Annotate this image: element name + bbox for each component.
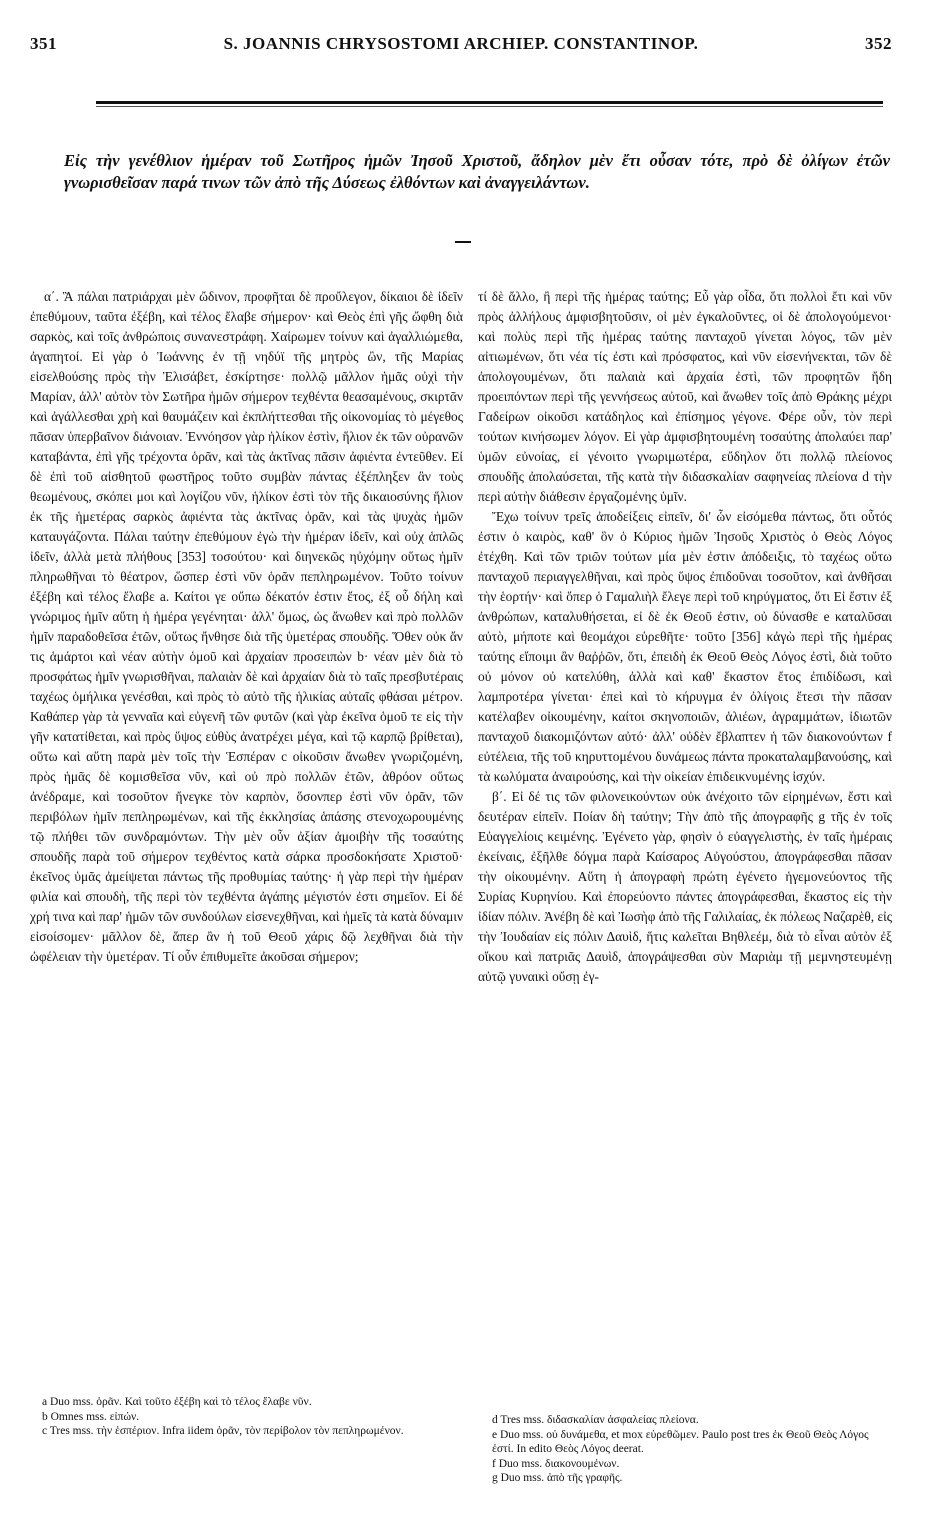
running-title: S. JOANNIS CHRYSOSTOMI ARCHIEP. CONSTANTINOP.	[223, 34, 699, 53]
running-head	[30, 34, 892, 58]
right-paragraph-2: Ἔχω τοίνυν τρεῖς ἀποδείξεις εἰπεῖν, δι' ὧν εἰσόμεθα πάντως, ὅτι οὗτός ἐστιν ὁ καιρὸς, καθ' ὃν ὁ Κύριος ἡμῶν Ἰησοῦς Χριστὸς ὁ Θεὸς Λόγος ἐτέχθη. Καὶ τῶν τριῶν τούτων μία μὲν ἐστιν ἀπόδειξις, τὸ ταχέως οὕτω πανταχοῦ περιαγγελθῆναι, καὶ πρὸς ὕψος ἐπιδοῦναι τοσοῦτον, καὶ ἀνθῆσαι τὴν ἑορτήν· καὶ ὅπερ ὁ Γαμαλιὴλ ἔλεγε περὶ τοῦ κηρύγματος, ὅτι Εἰ ἔστιν ἐξ ἀνθρώπων, καταλυθήσεται, εἰ δὲ ἐκ Θεοῦ ἐστιν, οὐ δύνασθε e καταλῦσαι αὐτὸ, μήποτε καὶ θεομάχοι εὑρεθῆτε· τοῦτο [356] κἀγὼ περὶ τῆς ἡμέρας ταύτης εἴποιμι ἂν θαῤῥῶν, ὅτι, ἐπειδὴ ἐκ Θεοῦ Θεὸς Λόγος ἐστὶ, διὰ τοῦτο οὐ μόνον οὐ κατελύθη, ἀλλὰ καὶ καθ' ἕκαστον ἔτος ἐπιδίδωσι, καὶ λαμπροτέρα γίνεται· ἐπεὶ καὶ τὸ κήρυγμα ἐν ὀλίγοις ἔτεσι τὴν πᾶσαν κατέλαβεν οἰκουμένην, καίτοι σκηνοποιῶν, ἁλιέων, ἀγραμμάτων, ἰδιωτῶν πανταχοῦ διακομιζόντων αὐτό· ἀλλ' οὐδὲν ἔβλαπτεν ἡ τῶν διακονούντων f εὐτέλεια, τῆς τοῦ κηρυττομένου δυνάμεως πάντα προκαταλαμβανούσης, καὶ τὰ κωλύματα ἀναιρούσης, καὶ τὴν οἰκείαν ἐπιδεικνυμένης ἰσχύν.	[478, 509, 892, 784]
footnote-b: b Omnes mss. εἰπών.	[42, 1410, 140, 1423]
left-paragraph: α΄. Ἃ πάλαι πατριάρχαι μὲν ὤδινον, προφῆται δὲ προὔλεγον, δίκαιοι δὲ ἰδεῖν ἐπεθύμουν, ταῦτα ἐξέβη, καὶ τέλος ἔλαβε σήμερον· καὶ Θεὸς ἐπὶ γῆς ὤφθη διὰ σαρκὸς, καὶ τοῖς ἀνθρώποις συνανεστράφη. Χαίρωμεν τοίνυν καὶ ἀγαλλιώμεθα, ἀγαπητοί. Εἰ γὰρ ὁ Ἰωάννης ἐν τῇ νηδύϊ τῆς μητρὸς ὢν, τῆς Μαρίας εἰσελθούσης πρὸς τὴν Ἐλισάβετ, ἐσκίρτησε· πολλῷ μᾶλλον ἡμᾶς οὐχὶ τὴν Μαρίαν, ἀλλ' αὐτὸν τὸν Σωτῆρα ἡμῶν σήμερον τεχθέντα θεασαμένους, σκιρτᾶν καὶ ἀγάλλεσθαι χρὴ καὶ θαυμάζειν καὶ ἐκπλήττεσθαι τῆς οἰκονομίας τὸ μέγεθος πᾶσαν ὑπερβαῖνον διάνοιαν. Ἐννόησον γὰρ ἡλίκον ἐστὶν, ἥλιον ἐκ τῶν οὐρανῶν καταβάντα, ἐπὶ γῆς τρέχοντα ὁρᾶν, καὶ τὰς ἀκτῖνας πᾶσιν ἀφιέντα ἐντεῦθεν. Εἰ δὲ ἐπὶ τοῦ αἰσθητοῦ φωστῆρος τοῦτο συμβὰν πάντας ἐξέπληξεν ἂν τοὺς θεωμένους, σκόπει μοι καὶ λογίζου νῦν, ἡλίκον ἐστὶ τὸν τῆς δικαιοσύνης ἥλιον ἐκ τῆς ἡμετέρας σαρκὸς ἀφιέντα τὰς ἀκτῖνας ὁρᾶν, καὶ τὰς ψυχὰς ἡμῶν καταυγάζοντα. Πάλαι ταύτην ἐπεθύμουν ἐγὼ τὴν ἡμέραν ἰδεῖν, καὶ οὐχ ἁπλῶς ἰδεῖν, ἀλλὰ μετὰ πλήθους [353] τοσούτου· καὶ διηνεκῶς ηὐχόμην οὕτως ἡμῖν πληρωθῆναι τὸ θέατρον, ὥσπερ ἐστὶ νῦν ὁρᾶν πεπληρωμένον. Τοῦτο τοίνυν ἐξέβη καὶ τέλος ἔλαβε a. Καίτοι γε οὔπω δέκατόν ἐστιν ἔτος, ἐξ οὗ δήλη καὶ γνώριμος ἡμῖν αὕτη ἡ ἡμέρα γεγένηται· ἀλλ' ὅμως, ὡς ἄνωθεν καὶ πρὸ πολλῶν ἡμῖν παραδοθεῖσα ἐτῶν, οὕτως ἤνθησε διὰ τῆς ὑμετέρας σπουδῆς. Ὅθεν οὐκ ἄν τις ἁμάρτοι καὶ νέαν αὐτὴν ὁμοῦ καὶ ἀρχαίαν προσειπὼν b· νέαν μὲν διὰ τὸ προσφάτως ἡμῖν γνωρισθῆναι, παλαιὰν δὲ καὶ ἀρχαίαν διὰ τὸ ταῖς πρεσβυτέραις ταχέως ὁμήλικα γενέσθαι, καὶ πρὸς τὸ αὐτὸ τῆς ἡλικίας αὐταῖς φθάσαι μέτρον. Καθάπερ γὰρ τὰ γενναῖα καὶ εὐγενῆ τῶν φυτῶν (καὶ γὰρ ἐκεῖνα ὁμοῦ τε εἰς τὴν γῆν κατατίθεται, καὶ πρὸς ὕψος εὐθὺς ἀνατρέχει μέγα, καὶ τῷ καρπῷ βρίθεται), οὕτω καὶ αὕτη παρὰ μὲν τοῖς τὴν Ἑσπέραν c οἰκοῦσιν ἄνωθεν γνωριζομένη, πρὸς ἡμᾶς δὲ κομισθεῖσα νῦν, καὶ οὐ πρὸ πολλῶν ἐτῶν, ἀθρόον οὕτως ἀνέδραμε, καὶ τοσοῦτον ἤνεγκε τὸν καρπὸν, ὅσονπερ ἐστὶ νῦν ὁρᾶν, τῶν περιβόλων ἡμῖν πεπληρωμένων, καὶ τῆς ἐκκλησίας ἁπάσης στενοχωρουμένης τῷ πλήθει τῶν συνδραμόντων. Τὴν μὲν οὖν ἀξίαν ἀμοιβὴν τῆς τοσαύτης σπουδῆς παρὰ τοῦ σήμερον τεχθέντος κατὰ σάρκα προσδοκήσατε Χριστοῦ· ἐκεῖνος ὑμᾶς ἀμείψεται πάντως τῆς προθυμίας ταύτης· ἡ γὰρ περὶ τὴν ἡμέραν φιλία καὶ σπουδὴ, τῆς περὶ τὸν τεχθέντα ἀγάπης μέγιστόν ἐστι σημεῖον. Εἰ δέ χρή τινα καὶ παρ' ἡμῶν τῶν συνδούλων εἰσενεχθῆναι, καὶ ἡμεῖς τὰ κατὰ δύναμιν εἰσοίσομεν· μᾶλλον δὲ, ἅπερ ἂν ἡ τοῦ Θεοῦ χάρις δῷ λεχθῆναι διὰ τὴν ὠφέλειαν τὴν ὑμετέραν. Τί οὖν ἐπιθυμεῖτε ἀκοῦσαι σήμερον;	[30, 289, 463, 964]
homily-title	[64, 150, 890, 194]
header-rule	[96, 101, 883, 104]
right-paragraph-1: τί δὲ ἄλλο, ἢ περὶ τῆς ἡμέρας ταύτης; Εὖ γὰρ οἶδα, ὅτι πολλοὶ ἔτι καὶ νῦν πρὸς ἀλλήλους ἀμφισβητοῦσιν, οἱ μὲν ἐγκαλοῦντες, οἱ δὲ ἀπολογούμενοι· καὶ πολὺς περὶ τῆς ἡμέρας ταύτης πανταχοῦ γίνεται λόγος, τῶν μὲν αἰτιωμένων, ὅτι νέα τίς ἐστι καὶ πρόσφατος, καὶ νῦν εἰσενήνεκται, τῶν δὲ ἀπολογουμένων, ὅτι παλαιὰ καὶ ἀρχαία ἐστὶ, τῶν προφητῶν ἤδη προειπόντων περὶ τῆς γεννήσεως αὐτοῦ, καὶ ἄνωθεν τοῖς ἀπὸ Θράκης μέχρι Γαδείρων οἰκοῦσι κατάδηλος καὶ ἐπίσημος γέγονε. Φέρε οὖν, τὸν περὶ τούτων κινήσωμεν λόγον. Εἰ γὰρ ἀμφισβητουμένη τοσαύτης ἀπολαύει παρ' ὑμῶν εὐνοίας, εἰ γένοιτο γνωριμωτέρα, εὔδηλον ὅτι πολλῷ πλείονος σπουδῆς ἀπολαύσεται, τῆς κατὰ τὴν διδασκαλίαν σαφηνείας πλείονα d τὴν περὶ αὐτὴν διάθεσιν ἐργαζομένης ὑμῖν.	[478, 289, 892, 504]
homily-title-text: Εἰς τὴν γενέθλιον ἡμέραν τοῦ Σωτῆρος ἡμῶν Ἰησοῦ Χριστοῦ, ἄδηλον μὲν ἔτι οὖσαν τότε, πρὸ δὲ ὀλίγων ἐτῶν γνωρισθεῖσαν παρά τινων τῶν ἀπὸ τῆς Δύσεως ἐλθόντων καὶ ἀναγγειλάντων.	[64, 151, 890, 192]
page-number-left: 351	[30, 34, 57, 53]
footnote-a: a Duo mss. ὁρᾶν. Καὶ τοῦτο ἐξέβη καὶ τὸ τέλος ἔλαβε νῦν.	[42, 1396, 312, 1408]
page-number-right: 352	[865, 34, 892, 53]
footnotes-right	[492, 1413, 892, 1486]
right-paragraph-3: β΄. Εἰ δέ τις τῶν φιλονεικούντων οὐκ ἀνέχοιτο τῶν εἰρημένων, ἔστι καὶ δευτέραν εἰπεῖν. Ποίαν δὴ ταύτην; Τὴν ἀπὸ τῆς ἀπογραφῆς g τῆς ἐν τοῖς Εὐαγγελίοις κειμένης. Ἐγένετο γὰρ, φησὶν ὁ εὐαγγελιστὴς, ἐν ταῖς ἡμέραις ἐκείναις, ἐξῆλθε δόγμα παρὰ Καίσαρος Αὐγούστου, ἀπογράφεσθαι πᾶσαν τὴν οἰκουμένην. Αὕτη ἡ ἀπογραφὴ πρώτη ἐγένετο ἡγεμονεύοντος τῆς Συρίας Κυρηνίου. Καὶ ἐπορεύοντο πάντες ἀπογράφεσθαι, ἕκαστος εἰς τὴν ἰδίαν πόλιν. Ἀνέβη δὲ καὶ Ἰωσὴφ ἀπὸ τῆς Γαλιλαίας, ἐκ πόλεως Ναζαρὲθ, εἰς τὴν Ἰουδαίαν εἰς πόλιν Δαυὶδ, ἥτις καλεῖται Βηθλεέμ, διὰ τὸ εἶναι αὐτὸν ἐξ οἴκου καὶ πατριᾶς Δαυὶδ, ἀπογράψεσθαι σὺν Μαριὰμ τῇ μεμνηστευμένῃ αὐτῷ γυναικὶ οὔσῃ ἐγ-	[478, 789, 892, 984]
left-column	[30, 287, 463, 967]
footnote-e: e Duo mss. οὐ δυνάμεθα, et mox εὑρεθῶμεν. Paulo post tres ἐκ Θεοῦ Θεὸς Λόγος ἐστί. In edito Θεὸς Λόγος deerat.	[492, 1428, 869, 1455]
footnote-g: g Duo mss. ἀπὸ τῆς γραφῆς.	[492, 1472, 623, 1484]
right-column	[478, 287, 892, 987]
title-divider	[455, 241, 471, 243]
footnotes-left	[42, 1395, 462, 1439]
header-rule-thin	[96, 106, 883, 107]
footnote-d: d Tres mss. διδασκαλίαν ἀσφαλείας πλείονα.	[492, 1414, 699, 1426]
footnote-f: f Duo mss. διακονουμένων.	[492, 1457, 620, 1470]
footnote-c: c Tres mss. τὴν ἑσπέριον. Infra iidem ὁρᾶν, τὸν περίβολον τὸν πεπληρωμένον.	[42, 1425, 404, 1437]
